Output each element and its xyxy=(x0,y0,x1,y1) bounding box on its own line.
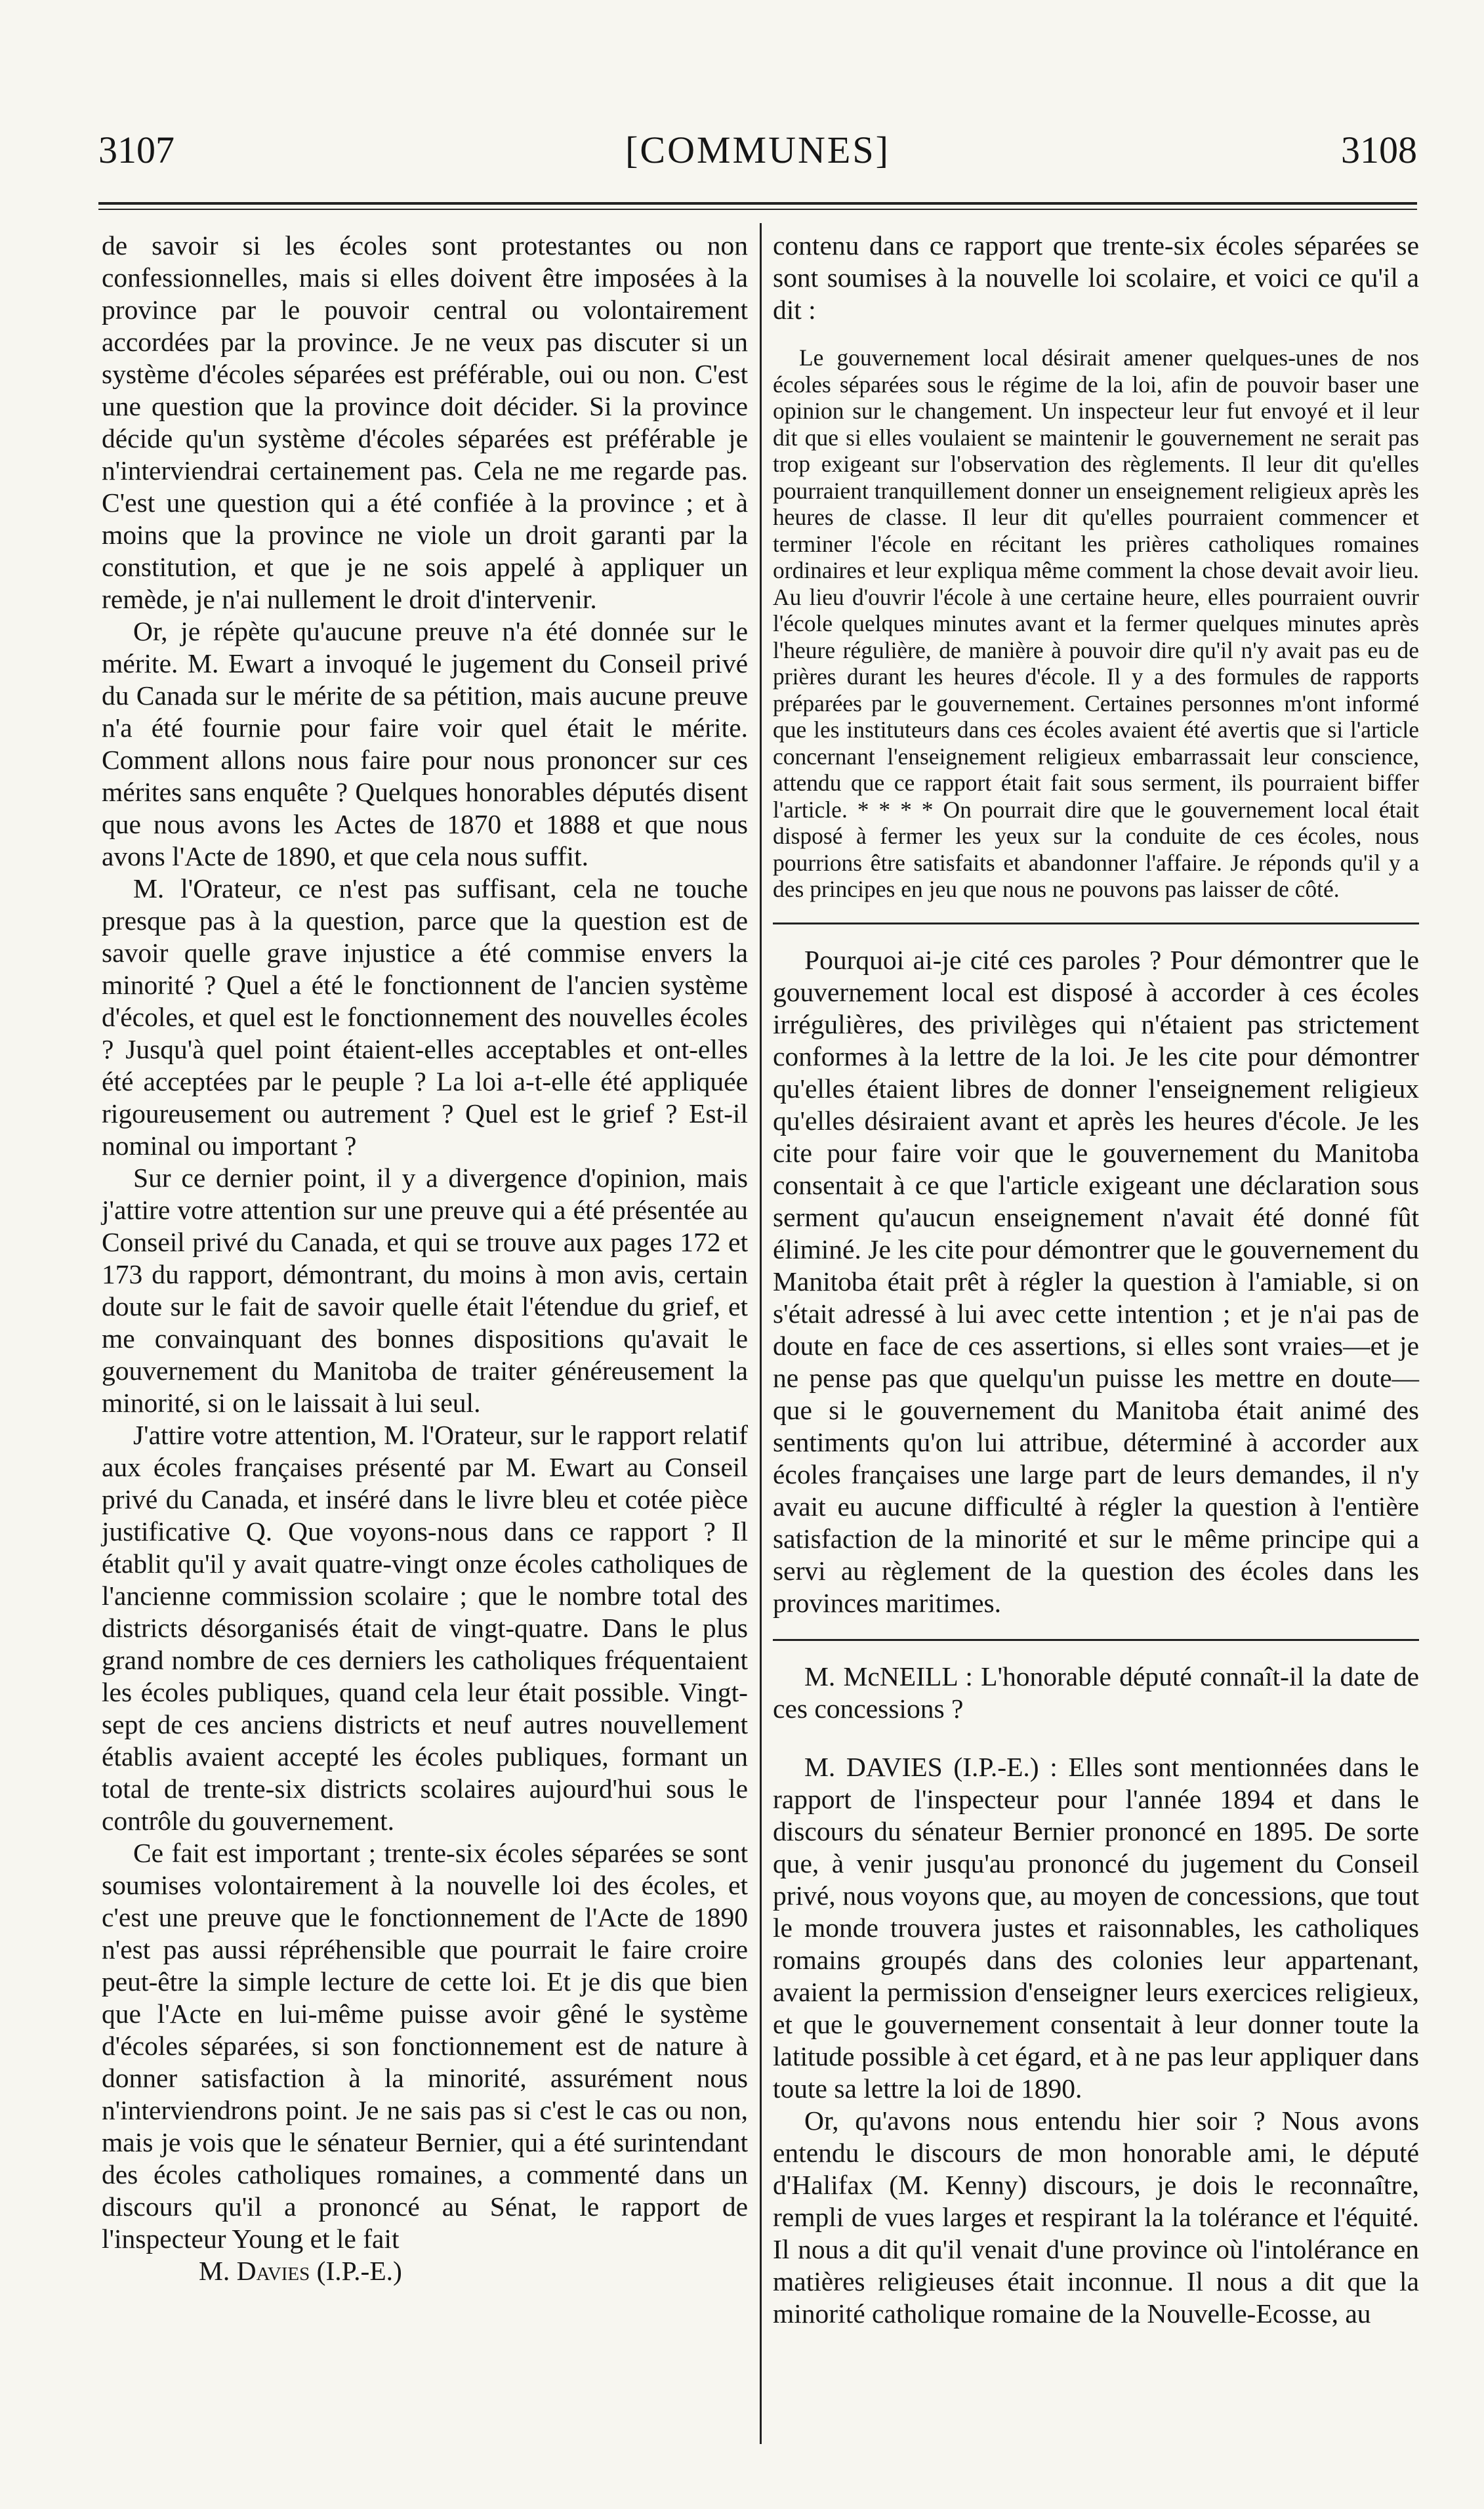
page-number-right: 3108 xyxy=(1341,129,1417,171)
paragraph: Or, qu'avons nous entendu hier soir ? Nous avons entendu le discours de mon honorable ami, le député d'Halifax (M. Kenny) discours, je dois le reconnaître, rempli de vues larges et respirant la la tolérance et l'équité. Il nous a dit qu'il venait d'une province où l'intolérance en matières religieuses était inconnue. Il nous a dit que la minorité catholique romaine de la Nouvelle-Ecosse, au xyxy=(773,2105,1419,2329)
speaker-answer: M. DAVIES (I.P.-E.) : Elles sont mentionnées dans le rapport de l'inspecteur pour l'année 1894 et dans le discours du sénateur Bernier prononcé en 1895. De sorte que, à venir jusqu'au prononcé du jugement du Conseil privé, nous voyons que, au moyen de concessions, que tout le monde trouvera justes et raisonnables, les catholiques romains groupés dans des colonies leur appartenant, avaient la permission d'enseigner leurs exercices religieux, et que le gouvernement consentait à leur donner toute la latitude possible à cet égard, et à ne pas leur appliquer dans toute sa lettre la loi de 1890. xyxy=(773,1751,1419,2104)
speaker-signature: M. Davies (I.P.-E.) xyxy=(199,2256,402,2286)
paragraph: contenu dans ce rapport que trente-six écoles séparées se sont soumises à la nouvelle loi scolaire, et voici ce qu'il a dit : xyxy=(773,230,1419,325)
page-header xyxy=(98,128,1417,180)
paragraph: Pourquoi ai-je cité ces paroles ? Pour démontrer que le gouvernement local est disposé à accorder à ces écoles irrégulières, des privilèges qui n'étaient pas strictement conformes à la lettre de la loi. Je les cite pour démontrer qu'elles étaient libres de donner l'enseignement religieux qu'elles désiraient avant et après les heures d'école. Je les cite pour faire voir que le gouvernement du Manitoba consentait à ce que l'article exigeant une déclaration sous serment qu'aucun enseignement n'avait été donné fût éliminé. Je les cite pour démontrer que le gouvernement du Manitoba était prêt à régler la question à l'amiable, si on s'était adressé à lui avec cette intention ; et je n'ai pas de doute en face de ces assertions, si elles sont vraies—et je ne pense pas que quelqu'un puisse les mettre en doute—que si le gouvernement du Manitoba était animé des sentiments qu'on lui attribue, déterminé à accorder aux écoles françaises une large part de leurs demandes, il n'y avait eu aucune difficulté à régler la question à l'entière satisfaction de la minorité et sur le même principe qui a servi au règlement de la question des écoles dans les provinces maritimes. xyxy=(773,944,1419,1618)
header-rule-thin xyxy=(98,209,1417,210)
speaker-question: M. McNEILL : L'honorable député connaît-il la date de ces concessions ? xyxy=(773,1661,1419,1724)
paragraph: J'attire votre attention, M. l'Orateur, sur le rapport relatif aux écoles françaises présenté par M. Ewart au Conseil privé du Canada, et inséré dans le livre bleu et cotée pièce justificative Q. Que voyons-nous dans ce rapport ? Il établit qu'il y avait quatre-vingt onze écoles catholiques de l'ancienne commission scolaire ; que le nombre total des districts désorganisés était de vingt-quatre. Dans le plus grand nombre de ces derniers les catholiques fréquentaient les écoles publiques, quand cela leur était possible. Vingt-sept de ces anciens districts et neuf autres nouvellement établis avaient accepté les écoles publiques, formant un total de trente-six districts scolaires aujourd'hui sous le contrôle du gouvernement. xyxy=(102,1420,748,1836)
paragraph: M. l'Orateur, ce n'est pas suffisant, cela ne touche presque pas à la question, parce que la question est de savoir quelle grave injustice a été commise envers la minorité ? Quel a été le fonctionnent de l'ancien système d'écoles, et quel est le fonctionnement des nouvelles écoles ? Jusqu'à quel point étaient-elles acceptables et ont-elles été acceptées par le peuple ? La loi a-t-elle été appliquée rigoureusement ou autrement ? Quel est le grief ? Est-il nominal ou important ? xyxy=(102,873,748,1161)
running-title: [COMMUNES] xyxy=(625,129,890,171)
right-column xyxy=(773,230,1419,2330)
paragraph: Or, je répète qu'aucune preuve n'a été donnée sur le mérite. M. Ewart a invoqué le jugement du Conseil privé du Canada sur le mérite de sa pétition, mais aucune preuve n'a été fournie pour faire voir quel était le mérite. Comment allons nous faire pour nous prononcer sur ces mérites sans enquête ? Quelques honorables députés disent que nous avons les Actes de 1870 et 1888 et que nous avons l'Acte de 1890, et que cela nous suffit. xyxy=(102,616,748,871)
paragraph: Ce fait est important ; trente-six écoles séparées se sont soumises volontairement à la nouvelle loi des écoles, et c'est une preuve que le fonctionnement de l'Acte de 1890 n'est pas aussi répréhensible que pourrait le faire croire peut-être la simple lecture de cette loi. Et je dis que bien que l'Acte en lui-même puisse avoir gêné le système d'écoles séparées, si son fonctionnement est de nature à donner satisfaction à la minorité, assurément nous n'interviendrons point. Je ne sais pas si c'est le cas ou non, mais je vois que le sénateur Bernier, qui a été surintendant des écoles catholiques romaines, a commenté dans un discours qu'il a prononcé au Sénat, le rapport de l'inspecteur Young et le fait xyxy=(102,1838,748,2254)
page-number-left: 3107 xyxy=(98,129,175,171)
left-column xyxy=(102,230,748,2287)
paragraph: Sur ce dernier point, il y a divergence d'opinion, mais j'attire votre attention sur une preuve qui a été présentée au Conseil privé du Canada, et qui se trouve aux pages 172 et 173 du rapport, démontrant, du moins à mon avis, certain doute sur le fait de savoir quelle était l'étendue du grief, et me convainquant des bonnes dispositions qu'avait le gouvernement du Manitoba de traiter généreusement la minorité, si on le laissait à lui seul. xyxy=(102,1163,748,1418)
header-rule-thick xyxy=(98,202,1417,205)
section-rule xyxy=(773,1639,1419,1641)
block-quote: Le gouvernement local désirait amener quelques-unes de nos écoles séparées sous le régime de la loi, afin de pouvoir baser une opinion sur le changement. Un inspecteur leur fut envoyé et il leur dit que si elles voulaient se maintenir le gouvernement ne serait pas trop exigeant sur l'observation des règlements. Il leur dit qu'elles pourraient tranquillement donner un enseignement religieux après les heures de classe. Il leur dit qu'elles pourraient commencer et terminer l'école en récitant les prières catholiques romaines ordinaires et leur expliqua même comment la chose devait avoir lieu. Au lieu d'ouvrir l'école à une certaine heure, elles pourraient ouvrir l'école quelques minutes avant et la fermer quelques minutes après l'heure régulière, de manière à pouvoir dire qu'il n'y avait pas eu de prières durant les heures d'école. Il y a des formules de rapports préparées par le gouvernement. Certaines personnes m'ont informé que les instituteurs dans ces écoles avaient été avertis que si l'article concernant l'enseignement religieux embarrassait leur conscience, attendu que ce rapport était fait sous serment, ils pourraient biffer l'article. * * * * On pourrait dire que le gouvernement local était disposé à fermer les yeux sur la conduite de ces écoles, nous pourrions être satisfaits et abandonner l'affaire. Je réponds qu'il y a des principes en jeu que nous ne pouvons pas laisser de côté. xyxy=(773,344,1419,902)
column-divider xyxy=(760,223,762,2444)
paragraph: de savoir si les écoles sont protestantes ou non confessionnelles, mais si elles doivent être imposées à la province par le pouvoir central ou volontairement accordées par la province. Je ne veux pas discuter si un système d'écoles séparées est préférable, oui ou non. C'est une question que la province doit décider. Si la province décide qu'un système d'écoles séparées est préférable je n'interviendrai certainement pas. Cela ne me regarde pas. C'est une question qui a été confiée à la province ; et à moins que la province ne viole un droit garanti par la constitution, et que je ne sois appelé à appliquer un remède, je n'ai nullement le droit d'intervenir. xyxy=(102,230,748,614)
section-rule xyxy=(773,923,1419,924)
